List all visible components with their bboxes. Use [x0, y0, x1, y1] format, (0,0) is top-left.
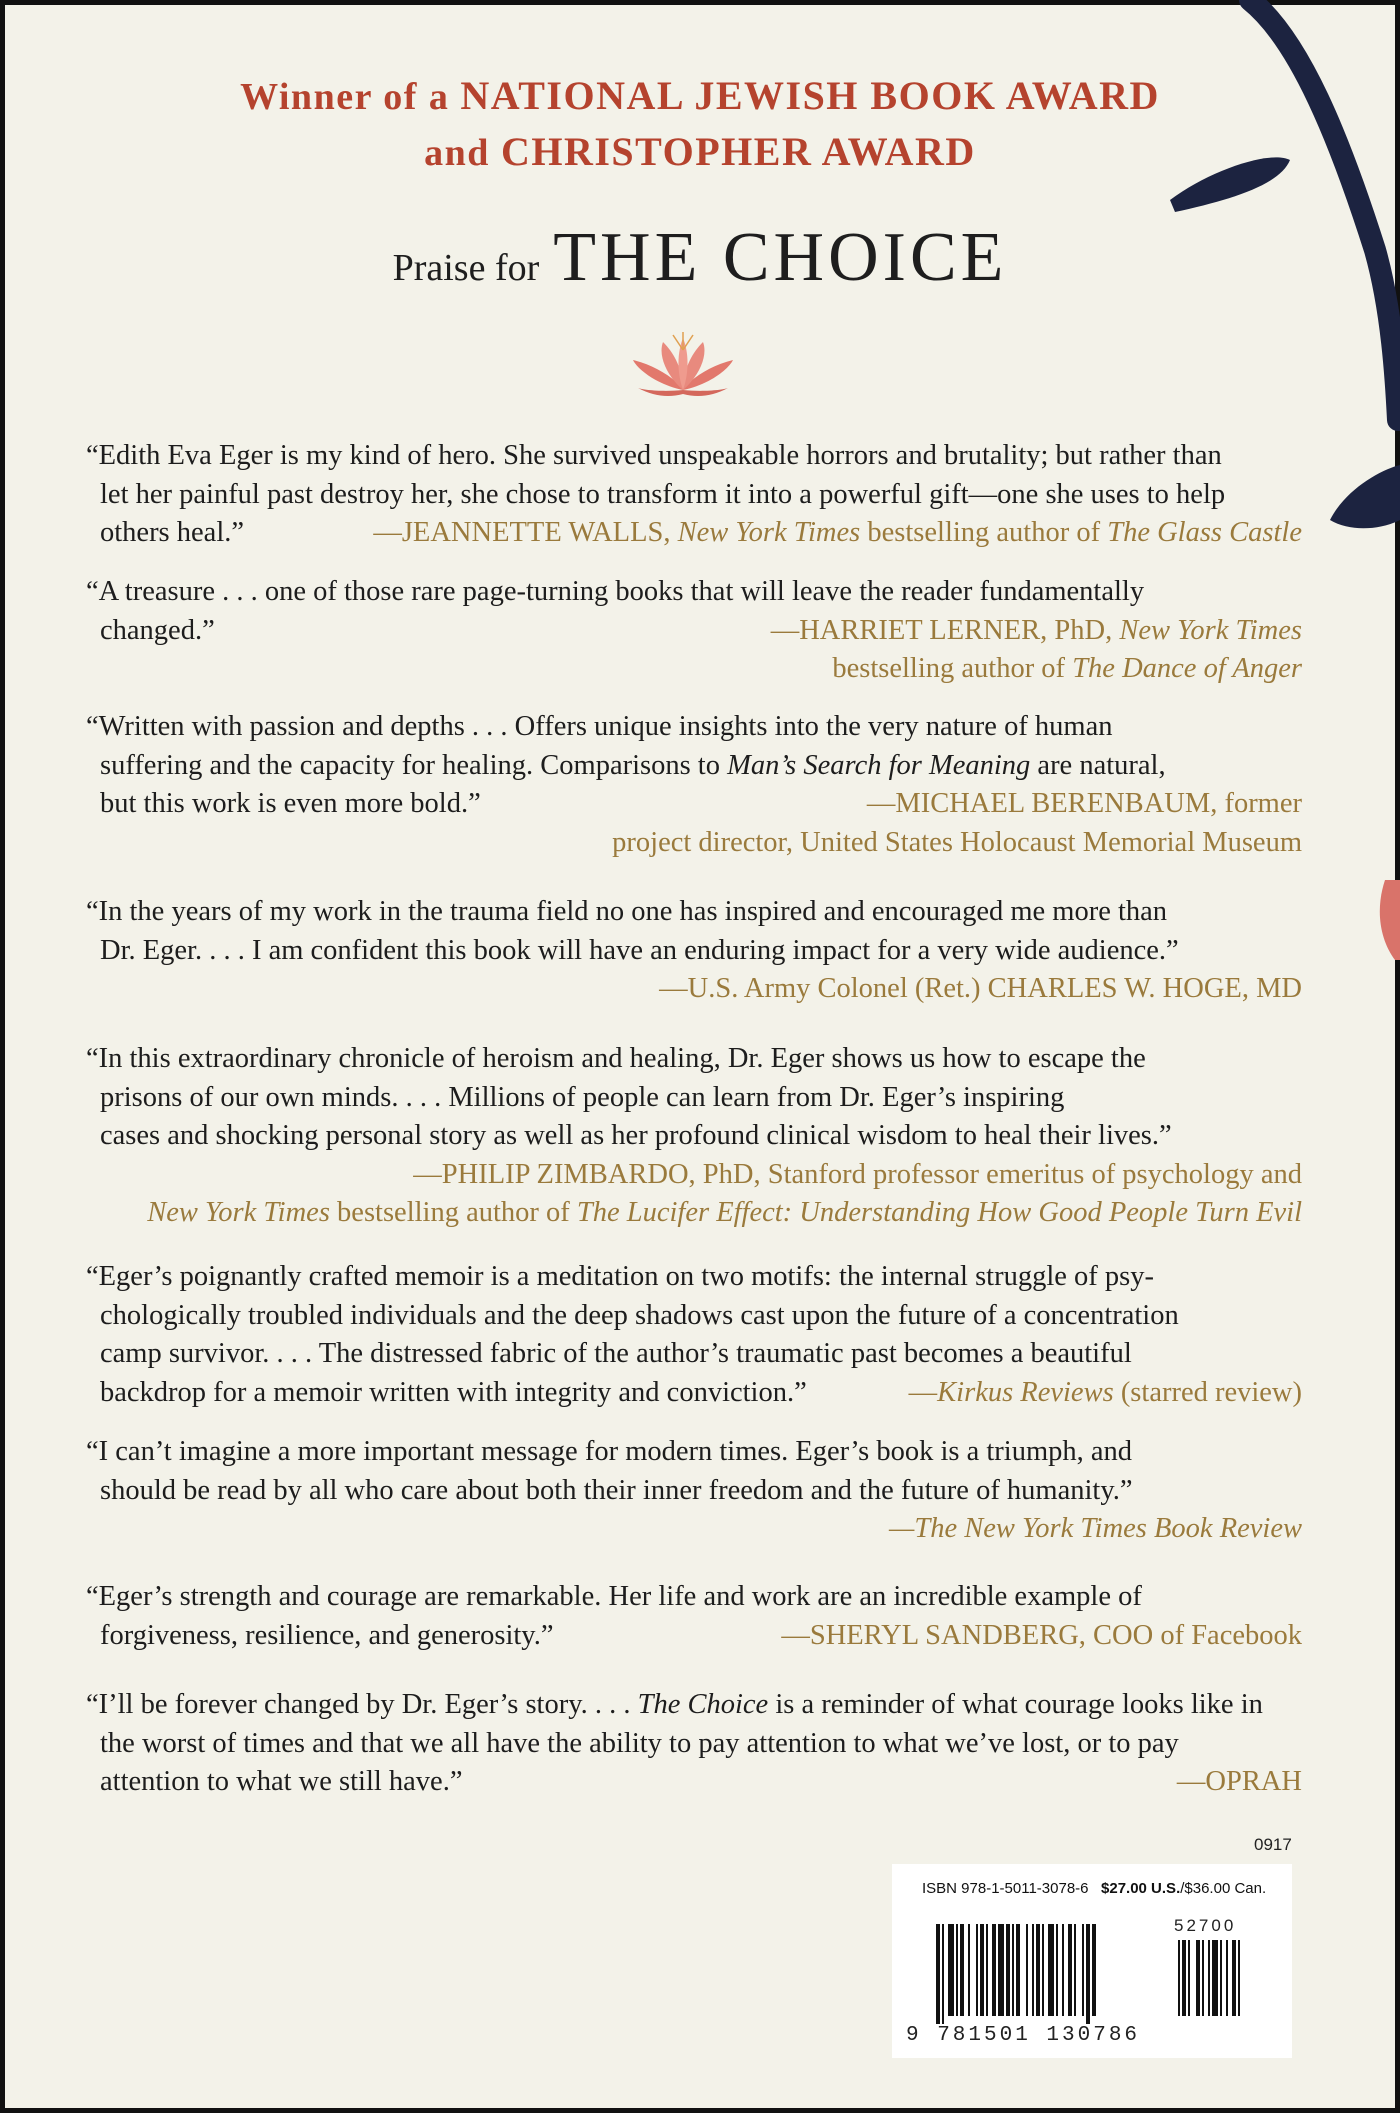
- attribution: project director, United States Holocaust Memorial Museum: [612, 826, 1302, 858]
- quote-line: changed.” —HARRIET LERNER, PhD, New York Times: [86, 612, 1302, 651]
- barcode-bar: [1226, 1940, 1228, 2016]
- barcode-bar: [1026, 1924, 1028, 2016]
- attribution: —The New York Times Book Review: [889, 1513, 1302, 1544]
- barcode-bar: [1068, 1924, 1072, 2016]
- barcode-bar: [1202, 1940, 1204, 2016]
- quote-zimbardo: [86, 1040, 1302, 1233]
- barcode-bar: [1042, 1924, 1044, 2016]
- barcode-bar: [1178, 1940, 1180, 2016]
- quote-line: “Written with passion and depths . . . Offers unique insights into the very nature of human: [86, 711, 1113, 742]
- attribution: —SHERYL SANDBERG, COO of Facebook: [781, 1619, 1302, 1651]
- barcode-panel: [892, 1864, 1292, 2058]
- quote-line: “Eger’s poignantly crafted memoir is a meditation on two motifs: the internal struggle of psy-: [86, 1261, 1154, 1292]
- quote-berenbaum: [86, 708, 1302, 862]
- lotus-icon: [628, 330, 738, 400]
- barcode-bar: [1036, 1924, 1040, 2016]
- quote-line: “A treasure . . . one of those rare page-turning books that will leave the reader fundamentally: [86, 576, 1145, 607]
- attribution: —MICHAEL BERENBAUM, former: [866, 788, 1302, 819]
- barcode-bar: [968, 1924, 970, 2016]
- quote-sandberg: [86, 1578, 1302, 1655]
- attribution: New York Times bestselling author of The Lucifer Effect: Understanding How Good People Turn Evil: [147, 1197, 1302, 1228]
- praise-prefix: Praise for: [392, 247, 540, 289]
- attribution: —Kirkus Reviews (starred review): [908, 1376, 1302, 1408]
- barcode-bar: [998, 1924, 1004, 2016]
- barcode-bar: [960, 1924, 964, 2016]
- quote-line: the worst of times and that we all have the ability to pay attention to what we’ve lost, or to pay: [100, 1727, 1179, 1759]
- barcode-bar: [1196, 1940, 1200, 2016]
- attribution: —JEANNETTE WALLS, New York Times bestselling author of The Glass Castle: [373, 517, 1302, 548]
- barcode-bar: [1016, 1924, 1020, 2016]
- quote-line: suffering and the capacity for healing. Comparisons to Man’s Search for Meaning are natural,: [100, 749, 1166, 781]
- quote-nytbr: [86, 1433, 1302, 1549]
- quote-line: but this work is even more bold.” —MICHAEL BERENBAUM, former: [86, 785, 1302, 824]
- barcode-bar: [1182, 1940, 1186, 2016]
- barcode-bar: [942, 1924, 944, 2024]
- barcode-bar: [948, 1924, 954, 2016]
- barcode-bar: [1056, 1924, 1058, 2016]
- barcode-bar: [1006, 1924, 1010, 2016]
- barcode-bar: [1048, 1924, 1054, 2016]
- quote-line: “In the years of my work in the trauma field no one has inspired and encouraged me more than: [86, 896, 1168, 927]
- quote-kirkus: [86, 1258, 1302, 1412]
- barcode-bar: [1062, 1924, 1064, 2016]
- barcode-bar: [1188, 1940, 1190, 2016]
- attribution: bestselling author of The Dance of Anger: [832, 653, 1302, 684]
- quote-line: chologically troubled individuals and the deep shadows cast upon the future of a concentration: [100, 1299, 1179, 1331]
- quote-line: “I can’t imagine a more important message for modern times. Eger’s book is a triumph, and: [86, 1436, 1133, 1467]
- quote-line: prisons of our own minds. . . . Millions of people can learn from Dr. Eger’s inspiring: [100, 1081, 1065, 1113]
- barcode-bar: [1238, 1940, 1240, 2016]
- quote-walls: [86, 437, 1302, 553]
- quote-oprah: [86, 1686, 1302, 1802]
- print-code: 0917: [1254, 1835, 1292, 1854]
- isbn-digits: 9 781501 130786: [906, 2024, 1141, 2047]
- quote-line: attention to what we still have.” —OPRAH: [86, 1763, 1302, 1802]
- barcode-bar: [936, 1924, 940, 2024]
- barcode-bar: [992, 1924, 996, 2016]
- quote-line: should be read by all who care about both their inner freedom and the future of humanity.”: [100, 1474, 1133, 1506]
- attribution: —U.S. Army Colonel (Ret.) CHARLES W. HOGE, MD: [659, 973, 1302, 1004]
- quote-line: backdrop for a memoir written with integrity and conviction.” —Kirkus Reviews (starred review): [86, 1374, 1302, 1413]
- award-line-2: and CHRISTOPHER AWARD: [424, 129, 976, 174]
- barcode-bar: [1082, 1924, 1084, 2016]
- price-code: 52700: [1174, 1916, 1237, 1935]
- quote-line: “I’ll be forever changed by Dr. Eger’s story. . . . The Choice is a reminder of what courage looks like in: [86, 1689, 1263, 1720]
- barcode-bar: [1220, 1940, 1222, 2016]
- quote-line: others heal.” —JEANNETTE WALLS, New York Times bestselling author of The Glass Castle: [86, 514, 1302, 553]
- isbn-price-line: ISBN 978-1-5011-3078-6 $27.00 U.S./$36.00 Can.: [922, 1880, 1267, 1897]
- branch-stroke: [1250, 0, 1398, 420]
- praise-heading: [0, 218, 1400, 298]
- quote-hoge: [86, 893, 1302, 1009]
- barcode-bar: [1232, 1940, 1236, 2016]
- barcode-bar: [956, 1924, 958, 2016]
- quote-line: forgiveness, resilience, and generosity.” —SHERYL SANDBERG, COO of Facebook: [86, 1617, 1302, 1656]
- attribution: —HARRIET LERNER, PhD, New York Times: [770, 614, 1302, 646]
- branch-leaf-bottom: [1330, 465, 1400, 528]
- quote-line: let her painful past destroy her, she chose to transform it into a powerful gift—one she uses to help: [100, 478, 1226, 510]
- barcode-bar: [1212, 1940, 1218, 2016]
- award-line-1: Winner of a NATIONAL JEWISH BOOK AWARD: [240, 73, 1160, 118]
- attribution: —PHILIP ZIMBARDO, PhD, Stanford professor emeritus of psychology and: [413, 1158, 1302, 1190]
- quote-line: cases and shocking personal story as well as her profound clinical wisdom to heal their lives.”: [100, 1120, 1172, 1151]
- barcode-bar: [1208, 1940, 1210, 2016]
- barcode-bar: [1092, 1924, 1096, 2016]
- barcode-bar: [980, 1924, 984, 2016]
- quote-line: “Edith Eva Eger is my kind of hero. She survived unspeakable horrors and brutality; but rather than: [86, 440, 1222, 471]
- quote-line: “Eger’s strength and courage are remarkable. Her life and work are an incredible example of: [86, 1581, 1142, 1612]
- quote-line: “In this extraordinary chronicle of heroism and healing, Dr. Eger shows us how to escape the: [86, 1043, 1146, 1074]
- quote-lerner: [86, 573, 1302, 689]
- barcode-bar: [1032, 1924, 1034, 2016]
- barcode-bar: [1012, 1924, 1014, 2016]
- quote-line: camp survivor. . . . The distressed fabric of the author’s traumatic past becomes a beautiful: [100, 1338, 1132, 1369]
- barcode-bar: [1074, 1924, 1076, 2016]
- barcode-bar: [986, 1924, 988, 2016]
- barcode-bar: [1086, 1924, 1090, 2024]
- attribution: —OPRAH: [1176, 1766, 1302, 1797]
- quote-line: Dr. Eger. . . . I am confident this book will have an enduring impact for a very wide audience.”: [100, 934, 1179, 966]
- barcode-bar: [976, 1924, 978, 2016]
- blossom-petal-right: [1380, 880, 1400, 960]
- book-title: THE CHOICE: [553, 219, 1008, 296]
